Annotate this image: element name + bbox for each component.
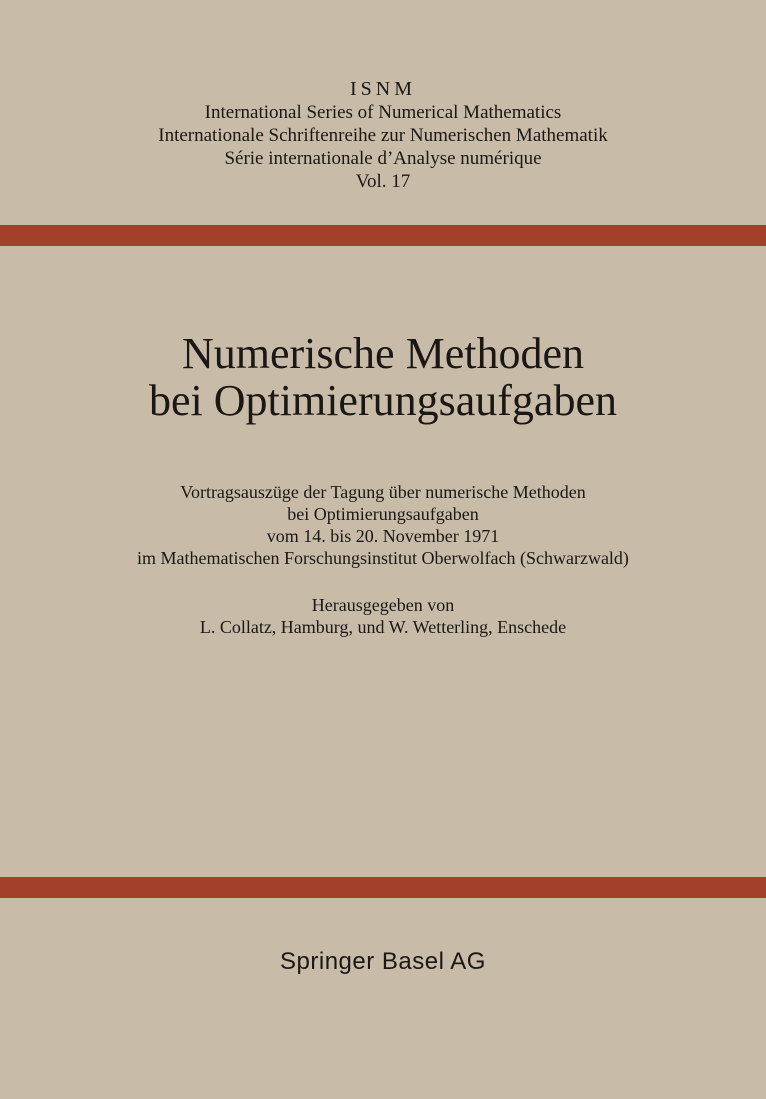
subtitle-line-1: Vortragsauszüge der Tagung über numerische Methoden [180, 482, 586, 502]
subtitle-line-2: bei Optimierungsaufgaben [287, 504, 479, 524]
series-name-english: International Series of Numerical Mathematics [204, 102, 562, 123]
bottom-color-band [0, 877, 766, 898]
book-title-line-2: bei Optimierungsaufgaben [149, 376, 617, 425]
editors-intro: Herausgegeben von [311, 595, 455, 615]
book-subtitle [0, 481, 766, 569]
series-name-german: Internationale Schriftenreihe zur Numerischen Mathematik [158, 125, 608, 146]
subtitle-line-3: vom 14. bis 20. November 1971 [266, 526, 500, 546]
book-title [0, 330, 766, 424]
top-color-band [0, 225, 766, 246]
publisher-name: Springer Basel AG [280, 948, 486, 975]
editors-block [0, 594, 766, 638]
series-acronym: ISNM [349, 78, 416, 100]
subtitle-line-4: im Mathematischen Forschungsinstitut Oberwolfach (Schwarzwald) [137, 548, 629, 568]
series-header [0, 78, 766, 193]
editors-names: L. Collatz, Hamburg, und W. Wetterling, Enschede [199, 617, 567, 637]
volume-number: Vol. 17 [355, 171, 411, 192]
series-name-french: Série internationale d’Analyse numérique [224, 148, 542, 169]
book-title-line-1: Numerische Methoden [182, 329, 584, 378]
